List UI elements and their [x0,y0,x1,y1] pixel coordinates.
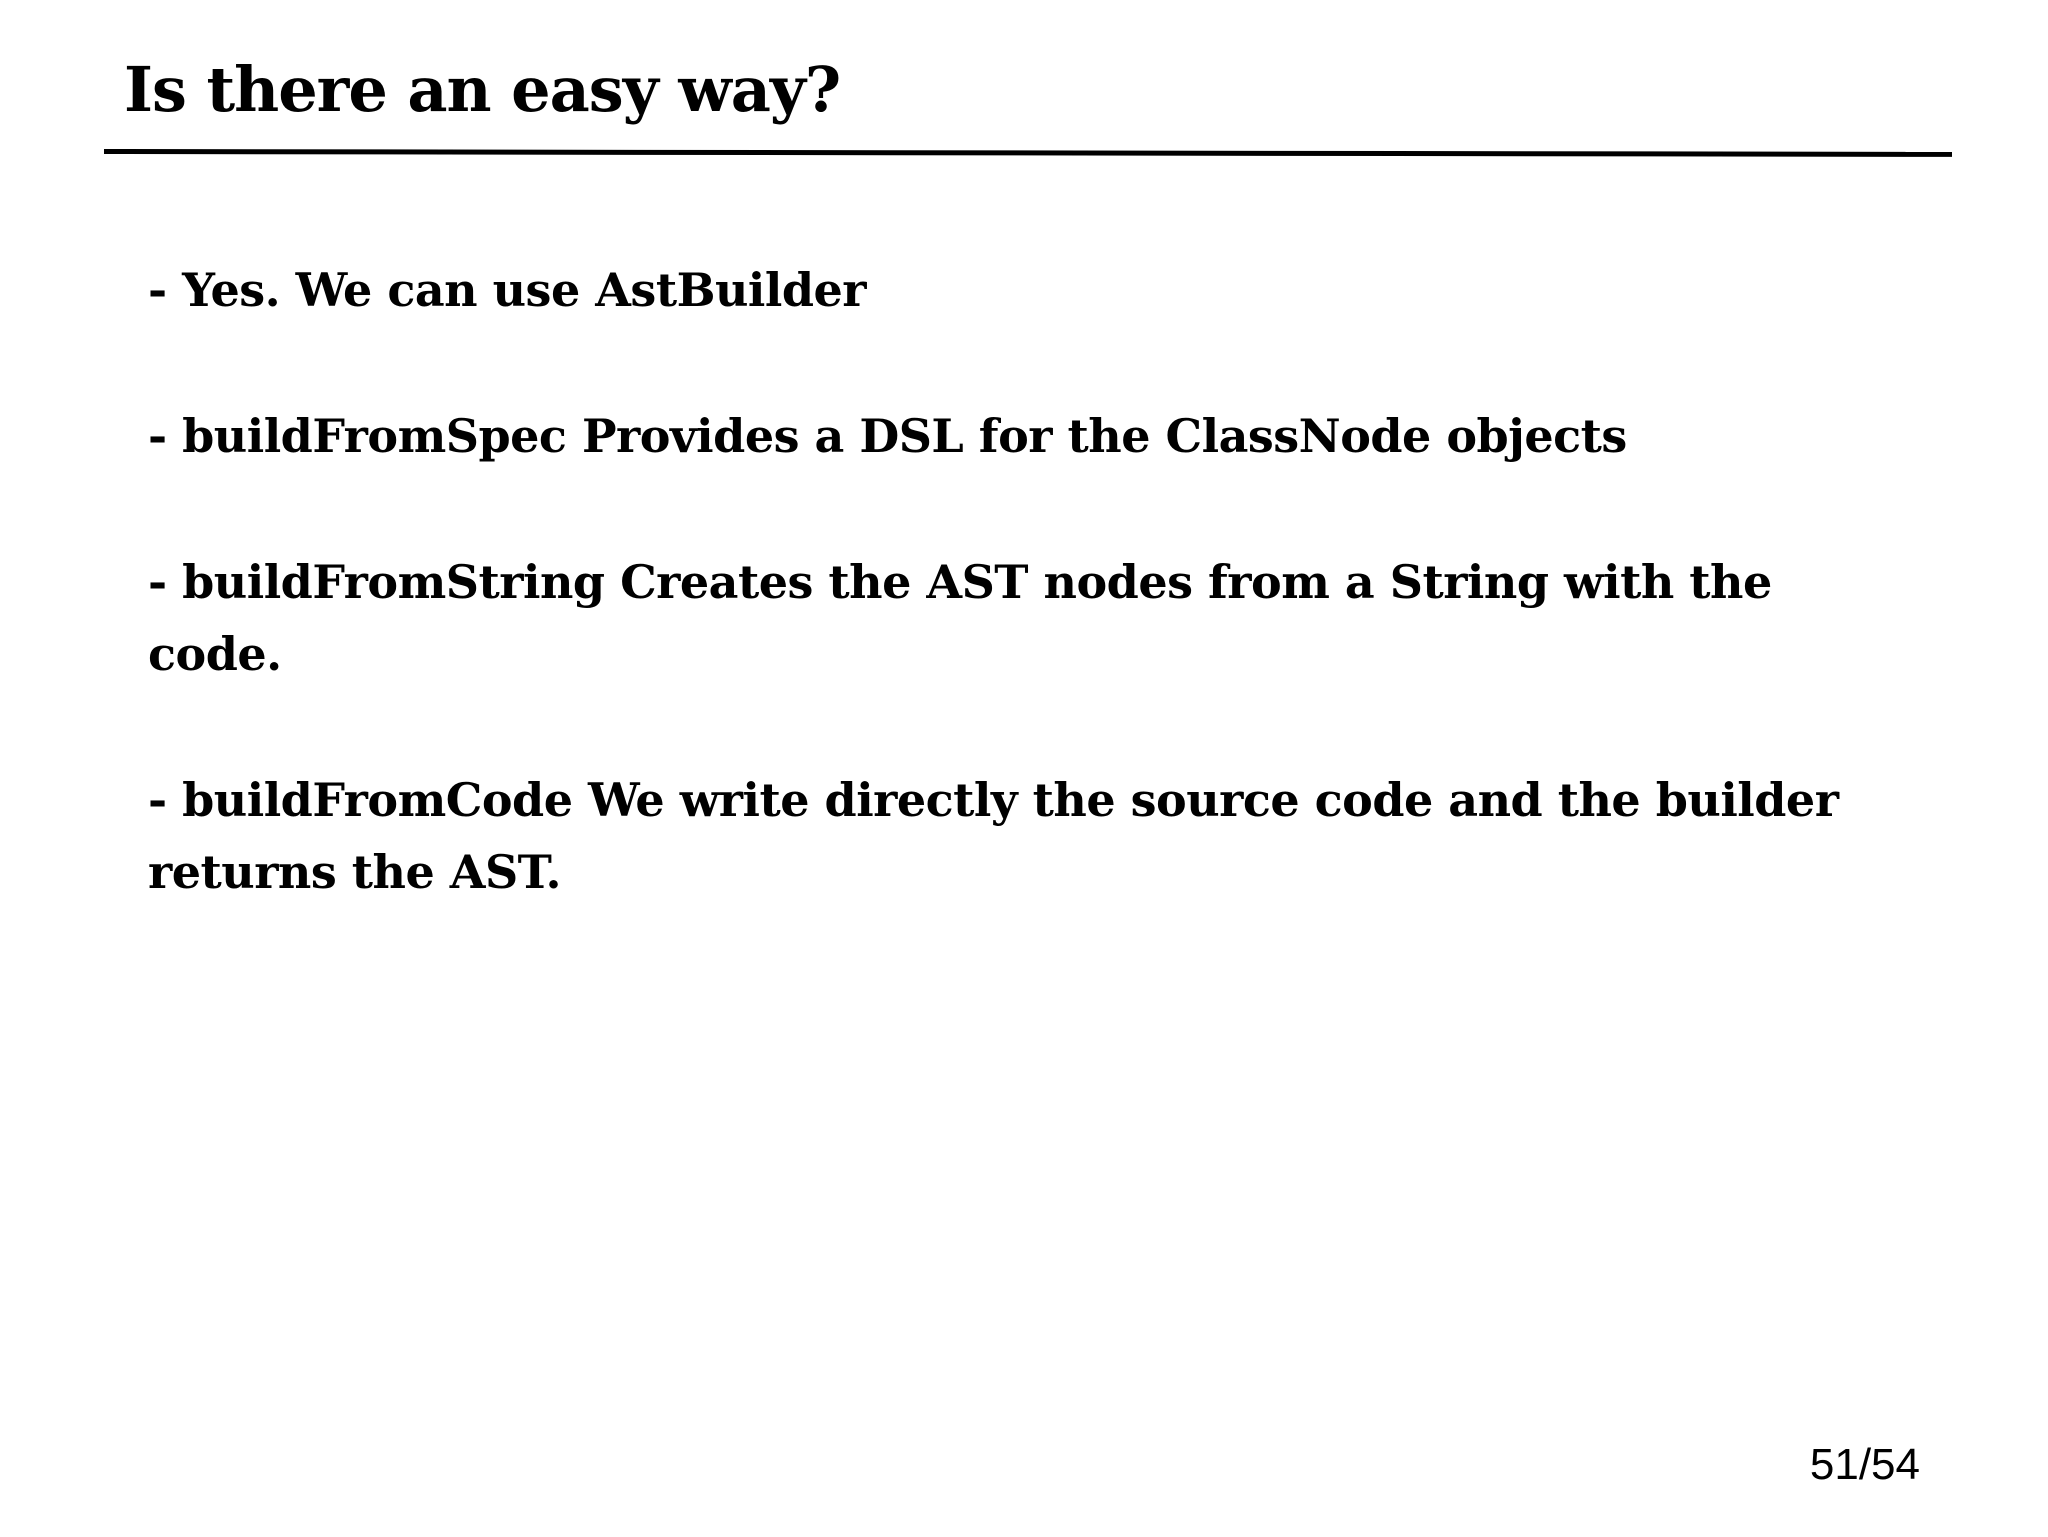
slide-title: Is there an easy way? [124,53,841,126]
bullet-item: - buildFromSpec Provides a DSL for the ClassNode objects [148,409,1627,463]
page-number: 51/54 [1809,1440,1920,1489]
bullet-list [148,254,1908,982]
bullet-item: - Yes. We can use AstBuilder [148,263,867,317]
bullet-item: - buildFromCode We write directly the source code and the builder returns the AST. [148,773,1839,899]
bullet-item: - buildFromString Creates the AST nodes from a String with the code. [148,555,1772,681]
title-divider [104,149,1952,157]
